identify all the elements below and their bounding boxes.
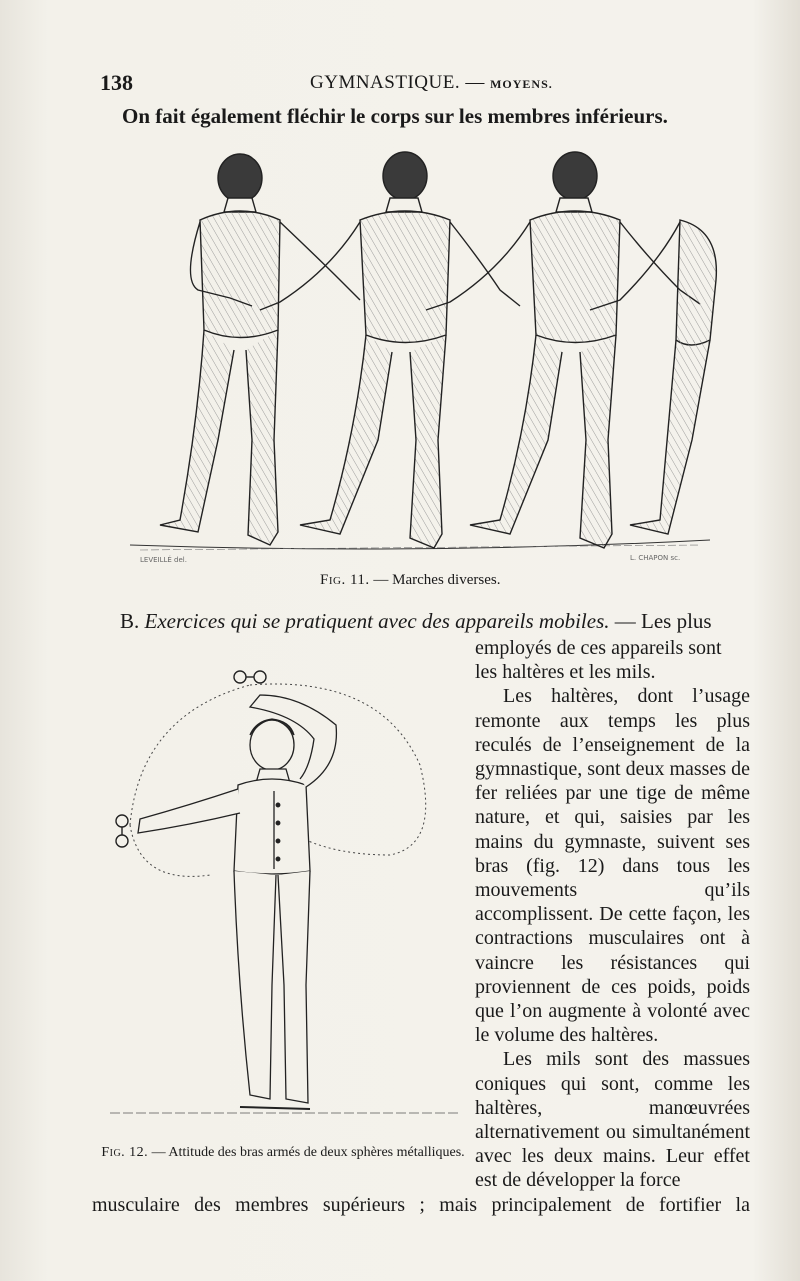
section-heading <box>120 608 750 634</box>
figure-12-illustration <box>100 655 470 1120</box>
paragraph-halteres: Les haltères, dont l’usage remonte aux temps les plus reculés de l’enseignement de la gymnastique, sont deux masses de fer reliées par une tige de même nature, et qui, saisies par les mains du gymnaste, suivent ses bras (fig. 12) dans tous les mouvements qu’ils accomplissent. De cette façon, les contractions musculaires ont à vaincre les résistances qui proviennent de ces poids, poids que l’on augmente à volonté avec le volume des haltères. <box>475 685 750 1047</box>
gymnast <box>138 695 336 1109</box>
running-title <box>310 72 553 94</box>
figure-11-caption-text: — Marches diverses. <box>369 572 501 588</box>
dumbbell-man-engraving <box>100 655 470 1120</box>
right-text-column <box>475 636 750 1193</box>
paragraph-line-1: employés de ces appareils sont <box>475 637 722 659</box>
dumbbell-right <box>234 671 266 683</box>
engraver-signature-right: L. CHAPON sc. <box>630 554 681 562</box>
walker-3 <box>426 152 700 548</box>
running-head <box>100 70 750 100</box>
walker-2 <box>260 152 520 548</box>
running-title-sub: MOYENS. <box>490 77 553 91</box>
figure-12-caption <box>98 1144 468 1162</box>
section-title: Exercices qui se pratiquent avec des appareils mobiles. <box>144 609 610 633</box>
intro-sentence: On fait également fléchir le corps sur les membres inférieurs. <box>122 104 668 128</box>
section-letter: B. <box>120 609 140 633</box>
section-text-start: — Les plus <box>609 609 712 633</box>
running-title-main: GYMNASTIQUE. — <box>310 72 485 93</box>
figure-11-caption <box>320 572 500 589</box>
paragraph-line-2: les haltères et les mils. <box>475 661 656 684</box>
figure-11-illustration <box>120 140 720 570</box>
walker-1 <box>160 154 360 545</box>
figure-12-caption-text: — Attitude des bras armés de deux sphères métalliques. <box>148 1145 465 1160</box>
figure-12-label: Fig. 12. <box>101 1145 149 1160</box>
page-number: 138 <box>100 70 133 95</box>
figure-11-label: Fig. 11. <box>320 572 370 588</box>
dumbbell-left <box>116 815 128 847</box>
marching-men-engraving <box>120 140 720 570</box>
bottom-text-line: musculaire des membres supérieurs ; mais principalement de fortifier la <box>92 1194 750 1216</box>
engraver-signature-left: LEVEILLÉ del. <box>140 556 187 564</box>
paragraph-mils: Les mils sont des massues coniques qui sont, comme les haltères, manœuvrées alternativement ou simultanément avec les deux mains. Leur effet est de développer la force <box>475 1048 750 1192</box>
